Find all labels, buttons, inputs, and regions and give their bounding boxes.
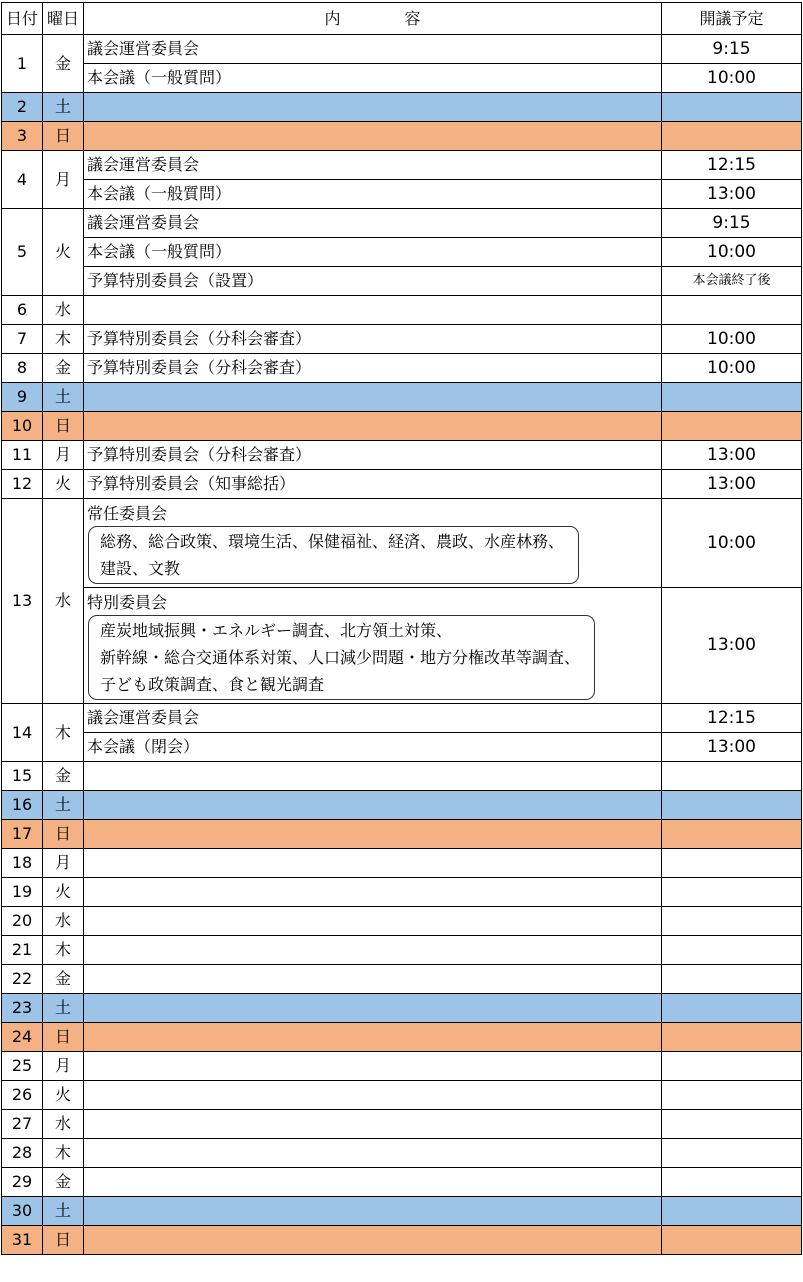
content-cell [84, 122, 662, 151]
weekday-cell: 月 [43, 441, 84, 470]
time-cell: 10:00 [662, 499, 802, 588]
content-cell [84, 1197, 662, 1226]
date-cell: 23 [2, 994, 43, 1023]
date-cell: 22 [2, 965, 43, 994]
time-cell [662, 965, 802, 994]
committee-list-bracket [88, 615, 595, 700]
date-cell: 11 [2, 441, 43, 470]
table-row [2, 296, 802, 325]
content-cell: 本会議（一般質問） [84, 238, 662, 267]
time-cell: 10:00 [662, 325, 802, 354]
weekday-cell: 金 [43, 354, 84, 383]
time-cell [662, 1197, 802, 1226]
content-cell [84, 907, 662, 936]
weekday-cell: 土 [43, 1197, 84, 1226]
date-cell: 1 [2, 35, 43, 93]
weekday-cell: 月 [43, 849, 84, 878]
content-cell: 予算特別委員会（知事総括） [84, 470, 662, 499]
time-cell [662, 296, 802, 325]
content-cell [84, 1226, 662, 1255]
date-cell: 8 [2, 354, 43, 383]
content-cell: 議会運営委員会 [84, 209, 662, 238]
time-cell: 10:00 [662, 354, 802, 383]
content-cell [84, 93, 662, 122]
date-cell: 24 [2, 1023, 43, 1052]
content-cell: 予算特別委員会（分科会審査） [84, 354, 662, 383]
date-cell: 26 [2, 1081, 43, 1110]
date-cell: 5 [2, 209, 43, 296]
content-cell: 本会議（一般質問） [84, 180, 662, 209]
time-cell: 13:00 [662, 588, 802, 704]
table-row [2, 122, 802, 151]
content-cell [84, 762, 662, 791]
time-cell [662, 1168, 802, 1197]
time-cell [662, 820, 802, 849]
time-cell [662, 1139, 802, 1168]
table-row [2, 733, 802, 762]
time-cell: 13:00 [662, 441, 802, 470]
weekday-cell: 木 [43, 1139, 84, 1168]
time-cell [662, 936, 802, 965]
table-row [2, 325, 802, 354]
committee-list-line: 子ども政策調査、食と観光調査 [100, 675, 325, 694]
weekday-cell: 金 [43, 762, 84, 791]
weekday-cell: 日 [43, 1023, 84, 1052]
time-cell [662, 122, 802, 151]
weekday-cell: 火 [43, 470, 84, 499]
table-row [2, 1023, 802, 1052]
table-row [2, 470, 802, 499]
content-cell: 議会運営委員会 [84, 35, 662, 64]
date-cell: 7 [2, 325, 43, 354]
time-cell [662, 878, 802, 907]
content-cell [84, 412, 662, 441]
content-cell: 予算特別委員会（分科会審査） [84, 441, 662, 470]
date-cell: 15 [2, 762, 43, 791]
table-row [2, 1226, 802, 1255]
content-cell [84, 1023, 662, 1052]
table-row [2, 1052, 802, 1081]
time-cell [662, 994, 802, 1023]
weekday-cell: 土 [43, 791, 84, 820]
weekday-cell: 木 [43, 704, 84, 762]
time-cell [662, 907, 802, 936]
table-row [2, 1168, 802, 1197]
table-row [2, 180, 802, 209]
weekday-cell: 水 [43, 296, 84, 325]
header-content: 内 容 [84, 3, 662, 35]
content-cell [84, 296, 662, 325]
date-cell: 4 [2, 151, 43, 209]
time-cell: 10:00 [662, 64, 802, 93]
content-cell: 議会運営委員会 [84, 704, 662, 733]
date-cell: 12 [2, 470, 43, 499]
table-row [2, 35, 802, 64]
date-cell: 3 [2, 122, 43, 151]
date-cell: 20 [2, 907, 43, 936]
content-cell [84, 849, 662, 878]
table-row [2, 878, 802, 907]
table-row [2, 1110, 802, 1139]
committee-list-line: 建設、文教 [100, 559, 181, 578]
content-cell [84, 791, 662, 820]
time-cell: 13:00 [662, 180, 802, 209]
weekday-cell: 火 [43, 878, 84, 907]
table-row [2, 965, 802, 994]
table-row [2, 209, 802, 238]
weekday-cell: 水 [43, 499, 84, 704]
date-cell: 28 [2, 1139, 43, 1168]
table-row [2, 820, 802, 849]
table-row [2, 791, 802, 820]
weekday-cell: 日 [43, 122, 84, 151]
time-cell [662, 412, 802, 441]
weekday-cell: 水 [43, 1110, 84, 1139]
time-cell [662, 1052, 802, 1081]
table-row [2, 238, 802, 267]
time-cell: 13:00 [662, 470, 802, 499]
weekday-cell: 月 [43, 151, 84, 209]
weekday-cell: 木 [43, 936, 84, 965]
table-row [2, 1081, 802, 1110]
time-cell: 12:15 [662, 151, 802, 180]
content-cell [84, 936, 662, 965]
date-cell: 16 [2, 791, 43, 820]
time-cell: 9:15 [662, 209, 802, 238]
date-cell: 18 [2, 849, 43, 878]
table-row [2, 588, 802, 704]
committee-list-line: 総務、総合政策、環境生活、保健福祉、経済、農政、水産林務、 [100, 532, 565, 551]
content-cell [84, 1139, 662, 1168]
table-row [2, 64, 802, 93]
time-cell: 9:15 [662, 35, 802, 64]
committee-list-bracket [88, 526, 579, 584]
date-cell: 19 [2, 878, 43, 907]
date-cell: 6 [2, 296, 43, 325]
weekday-cell: 木 [43, 325, 84, 354]
content-cell [84, 820, 662, 849]
committee-title: 常任委員会 [87, 504, 168, 523]
date-cell: 9 [2, 383, 43, 412]
content-cell: 予算特別委員会（設置） [84, 267, 662, 296]
weekday-cell: 土 [43, 383, 84, 412]
date-cell: 13 [2, 499, 43, 704]
weekday-cell: 火 [43, 1081, 84, 1110]
date-cell: 31 [2, 1226, 43, 1255]
header-row [2, 3, 802, 35]
weekday-cell: 月 [43, 1052, 84, 1081]
table-row [2, 499, 802, 588]
weekday-cell: 土 [43, 93, 84, 122]
date-cell: 21 [2, 936, 43, 965]
content-cell [84, 965, 662, 994]
committee-list-line: 産炭地域振興・エネルギー調査、北方領土対策、 [100, 621, 453, 640]
weekday-cell: 金 [43, 965, 84, 994]
content-cell [84, 1168, 662, 1197]
time-cell: 13:00 [662, 733, 802, 762]
time-cell: 本会議終了後 [662, 267, 802, 296]
time-cell [662, 762, 802, 791]
content-cell [84, 383, 662, 412]
content-cell: 予算特別委員会（分科会審査） [84, 325, 662, 354]
date-cell: 30 [2, 1197, 43, 1226]
date-cell: 25 [2, 1052, 43, 1081]
committee-title: 特別委員会 [87, 593, 168, 612]
time-cell [662, 93, 802, 122]
content-cell [84, 1110, 662, 1139]
content-cell: 本会議（閉会） [84, 733, 662, 762]
weekday-cell: 土 [43, 994, 84, 1023]
table-row [2, 1197, 802, 1226]
table-row [2, 762, 802, 791]
date-cell: 17 [2, 820, 43, 849]
committee-block [84, 588, 662, 704]
content-cell [84, 1081, 662, 1110]
content-cell: 本会議（一般質問） [84, 64, 662, 93]
content-cell: 議会運営委員会 [84, 151, 662, 180]
date-cell: 2 [2, 93, 43, 122]
committee-list-line: 新幹線・総合交通体系対策、人口減少問題・地方分権改革等調査、 [100, 648, 581, 667]
time-cell [662, 383, 802, 412]
time-cell [662, 1023, 802, 1052]
schedule-body [2, 35, 802, 1255]
committee-block [84, 499, 662, 588]
table-row [2, 93, 802, 122]
header-day: 曜日 [43, 3, 84, 35]
content-cell [84, 878, 662, 907]
table-row [2, 1139, 802, 1168]
weekday-cell: 金 [43, 35, 84, 93]
table-row [2, 354, 802, 383]
time-cell: 10:00 [662, 238, 802, 267]
content-cell [84, 994, 662, 1023]
date-cell: 14 [2, 704, 43, 762]
time-cell [662, 1110, 802, 1139]
schedule-table [1, 2, 802, 1255]
table-row [2, 994, 802, 1023]
table-row [2, 441, 802, 470]
time-cell [662, 849, 802, 878]
table-row [2, 849, 802, 878]
header-time: 開議予定 [662, 3, 802, 35]
weekday-cell: 日 [43, 1226, 84, 1255]
table-row [2, 383, 802, 412]
weekday-cell: 水 [43, 907, 84, 936]
weekday-cell: 金 [43, 1168, 84, 1197]
date-cell: 10 [2, 412, 43, 441]
table-row [2, 907, 802, 936]
time-cell [662, 1081, 802, 1110]
weekday-cell: 火 [43, 209, 84, 296]
date-cell: 29 [2, 1168, 43, 1197]
time-cell [662, 1226, 802, 1255]
content-cell [84, 1052, 662, 1081]
table-row [2, 412, 802, 441]
table-row [2, 936, 802, 965]
weekday-cell: 日 [43, 412, 84, 441]
time-cell [662, 791, 802, 820]
table-row [2, 267, 802, 296]
header-date: 日付 [2, 3, 43, 35]
time-cell: 12:15 [662, 704, 802, 733]
date-cell: 27 [2, 1110, 43, 1139]
table-row [2, 151, 802, 180]
weekday-cell: 日 [43, 820, 84, 849]
table-row [2, 704, 802, 733]
